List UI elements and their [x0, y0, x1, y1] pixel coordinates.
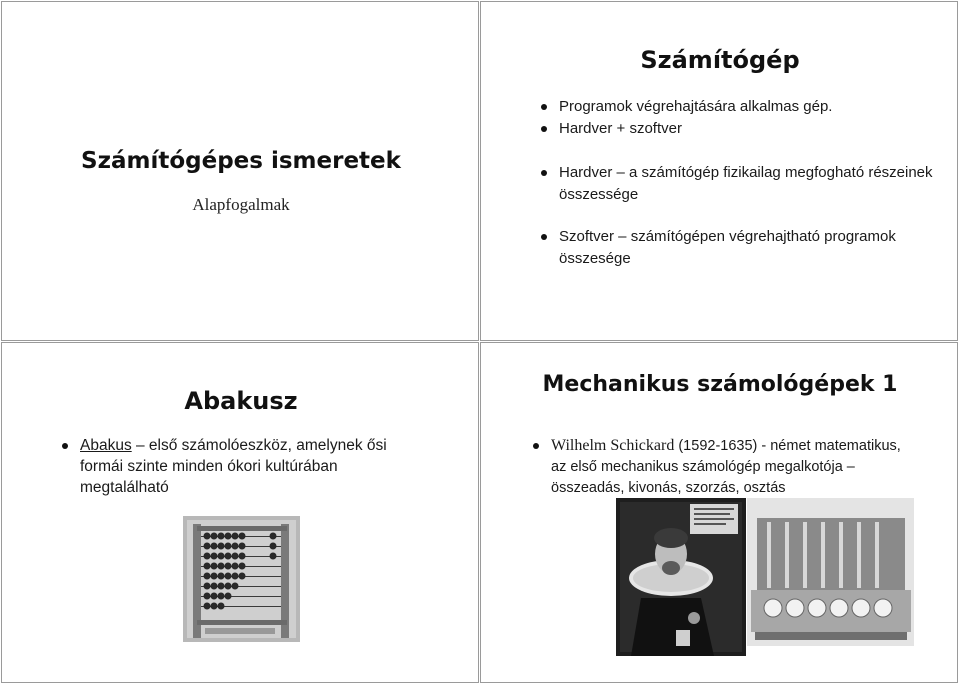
bullet-list: [62, 435, 422, 498]
slide-heading: Számítógép: [640, 46, 800, 74]
slide-heading: Abakusz: [184, 387, 298, 415]
abacus-image: [183, 516, 300, 642]
bullet-item: [533, 435, 913, 499]
slide-subtitle: Alapfogalmak: [192, 195, 290, 214]
slide-mechanikus: [480, 342, 958, 683]
bullet-list: [541, 96, 941, 270]
calculating-machine-image: [747, 498, 914, 646]
bullet-list: [533, 435, 913, 499]
slide-title: [1, 1, 479, 341]
bullet-item: Programok végrehajtására alkalmas gép.: [541, 96, 941, 118]
bullet-item: Hardver + szoftver: [541, 118, 941, 140]
bullet-item: [62, 435, 422, 498]
slide-szamitogep: [480, 1, 958, 341]
bullet-item: Szoftver – számítógépen végrehajtható programok összesége: [541, 226, 941, 270]
person-name: Wilhelm Schickard: [551, 437, 675, 454]
slide-abakusz: [1, 342, 479, 683]
slide-title-heading: Számítógépes ismeretek: [81, 148, 401, 174]
bullet-item: Hardver – a számítógép fizikailag megfogható részeinek összessége: [541, 162, 941, 206]
bullet-text: (1592-1635) - német matematikus, az első mechanikus számológép megalkotója – összeadás, kivonás, szorzás, osztás: [551, 438, 901, 496]
schickard-portrait-image: [616, 498, 746, 656]
slide-heading: Mechanikus számológépek 1: [542, 372, 898, 397]
abakus-link[interactable]: Abakus: [80, 437, 132, 454]
bullet-text: – első számolóeszköz, amelynek ősi formái szinte minden ókori kultúrában megtalálható: [80, 437, 387, 496]
